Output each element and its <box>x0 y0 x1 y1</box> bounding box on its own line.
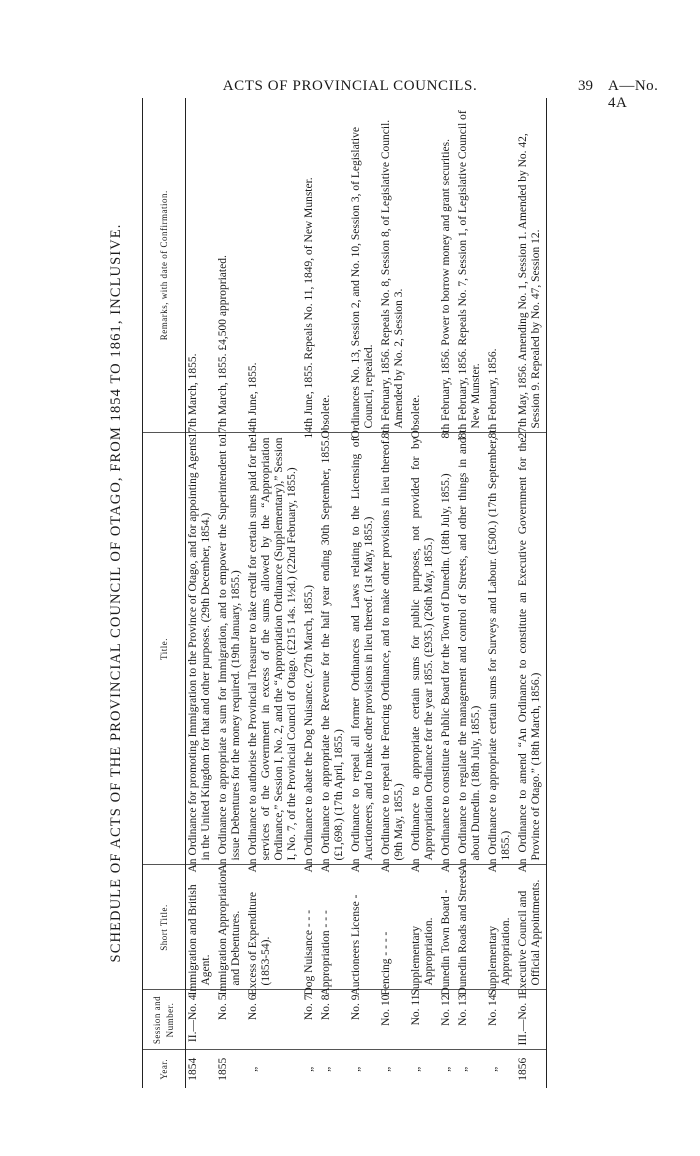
row-session: No. 10 <box>379 990 409 1050</box>
row-short-title: Excess of Expenditure (1853-54). <box>246 865 302 990</box>
row-short-title: Dunedin Town Board - <box>439 865 456 990</box>
header-title: Title. <box>143 433 186 865</box>
table-row <box>349 98 379 1088</box>
row-year: „ <box>380 1066 392 1072</box>
row-short-title: Supplementary Appropriation. <box>409 865 439 990</box>
row-title: An Ordinance to constitute a Public Board for the Town of Dunedin. (18th July, 1855.) <box>439 433 456 865</box>
row-short-title: Dunedin Roads and Streets <box>456 865 486 990</box>
table-row <box>186 98 217 1088</box>
row-title: An Ordinance to amend “An Ordinance to constitute an Executive Government for the Province of Otago.” (18th March, 1856.) <box>516 433 547 865</box>
row-year: „ <box>350 1066 362 1072</box>
header-short-title: Short Title. <box>143 865 186 990</box>
row-year: „ <box>487 1066 499 1072</box>
row-session: II.—No. 4 <box>186 990 217 1050</box>
table-row <box>439 98 456 1088</box>
header-year: Year. <box>143 1050 186 1088</box>
row-session: No. 6 <box>246 990 302 1050</box>
row-title: An Ordinance to abate the Dog Nuisance. (27th March, 1855.) <box>302 433 319 865</box>
row-title: An Ordinance to repeal all former Ordinances and Laws relating to the Licensing of Auctioneers, and to make other provisions in lieu thereof. (1st May, 1855.) <box>349 433 379 865</box>
row-short-title: Immigration Appropriation and Debentures. <box>216 865 246 990</box>
row-remarks: 8th February, 1856. Power to borrow money and grant securities. <box>439 98 456 433</box>
row-remarks: Obsolete. <box>409 98 439 433</box>
row-title: An Ordinance to appropriate certain sums for Surveys and Labour. (£500.) (17th September, 1855.) <box>486 433 516 865</box>
row-short-title: Executive Council and Official Appointments. <box>516 865 547 990</box>
row-remarks: Ordinances No. 13, Session 2, and No. 10, Session 3, of Legislative Council, repealed. <box>349 98 379 433</box>
row-year: „ <box>440 1066 452 1072</box>
table-row <box>216 98 246 1088</box>
table-row <box>379 98 409 1088</box>
table-row <box>516 98 547 1088</box>
table-row <box>319 98 349 1088</box>
row-title: An Ordinance to authorise the Provincial Treasurer to take credit for certain sums paid for the services of the Government in excess of the sums allowed by the “Appropriation Ordinance,” Session I, No. 2, and the “Appropriation Ordinance (Supplementary),” Session I, No. 7, of the Provincial Council of Otago. (£215 14s. 1½d.) (22nd February, 1855.) <box>246 433 302 865</box>
row-remarks: Obsolete. <box>319 98 349 433</box>
row-session: No. 9 <box>349 990 379 1050</box>
row-year: 1854 <box>187 1057 199 1081</box>
row-remarks: 14th June, 1855. <box>246 98 302 433</box>
row-session: III.—No. 1 <box>516 990 547 1050</box>
row-title: An Ordinance to repeal the Fencing Ordinance, and to make other provisions in lieu thereof. (9th May, 1855.) <box>379 433 409 865</box>
row-year: „ <box>247 1066 259 1072</box>
row-year: „ <box>410 1066 422 1072</box>
table-row <box>246 98 302 1088</box>
row-short-title: Dog Nuisance - - - <box>302 865 319 990</box>
row-remarks: 14th June, 1855. Repeals No. 11, 1849, of New Munster. <box>302 98 319 433</box>
row-session: No. 8 <box>319 990 349 1050</box>
row-session: No. 11 <box>409 990 439 1050</box>
header-session: Session and Number. <box>143 990 186 1050</box>
row-remarks: 17th March, 1855. £4,500 appropriated. <box>216 98 246 433</box>
row-session: No. 14 <box>486 990 516 1050</box>
page-number: 39 <box>578 78 593 94</box>
schedule-table <box>142 98 547 1088</box>
row-session: No. 13 <box>456 990 486 1050</box>
row-session: No. 7 <box>302 990 319 1050</box>
row-session: No. 12 <box>439 990 456 1050</box>
row-title: An Ordinance for promoting Immigration to the Province of Otago, and for appointing Agents in the United Kingdom for that and other purposes. (29th December, 1854.) <box>186 433 217 865</box>
table-row <box>456 98 486 1088</box>
table-row <box>486 98 516 1088</box>
row-title: An Ordinance to appropriate certain sums for public purposes, not provided for by Appropriation Ordinance for the year 1855. (£935.) (26th May, 1855.) <box>409 433 439 865</box>
rotated-schedule <box>108 98 568 1088</box>
row-remarks: 8th February, 1856. Repeals No. 8, Session 8, of Legislative Council. Amended by No. 2, Session 3. <box>379 98 409 433</box>
row-short-title: Immigration and British Agent. <box>186 865 217 990</box>
table-row <box>409 98 439 1088</box>
row-year: „ <box>303 1066 315 1072</box>
schedule-title: SCHEDULE OF ACTS OF THE PROVINCIAL COUNCIL OF OTAGO, FROM 1854 TO 1861, INCLUSIVE. <box>108 223 124 963</box>
row-remarks: 17th March, 1855. <box>186 98 217 433</box>
row-short-title: Fencing - - - - <box>379 865 409 990</box>
row-remarks: 8th February, 1856. Repeals No. 7, Session 1, of Legislative Council of New Munster. <box>456 98 486 433</box>
row-short-title: Supplementary Appropriation. <box>486 865 516 990</box>
row-remarks: 8th February, 1856. <box>486 98 516 433</box>
row-year: 1855 <box>217 1057 229 1081</box>
row-year: „ <box>320 1066 332 1072</box>
paper-code: A—No. 4A <box>608 78 659 111</box>
row-session: No. 5 <box>216 990 246 1050</box>
row-year: 1856 <box>516 1050 547 1088</box>
row-short-title: Appropriation - - - <box>319 865 349 990</box>
row-remarks: 27th May, 1856. Amending No. 1, Session 1. Amended by No. 42, Session 9. Repealed by No. 47, Session 12. <box>516 98 547 433</box>
header-row <box>143 98 186 1088</box>
row-title: An Ordinance to regulate the management and control of Streets, and other things in and about Dunedin. (18th July, 1855.) <box>456 433 486 865</box>
row-short-title: Auctioneers License - <box>349 865 379 990</box>
header-remarks: Remarks, with date of Confirmation. <box>143 98 186 433</box>
row-year: „ <box>457 1066 469 1072</box>
table-row <box>302 98 319 1088</box>
running-head-title: ACTS OF PROVINCIAL COUNCILS. <box>222 78 478 94</box>
row-title: An Ordinance to appropriate the Revenue for the half year ending 30th September, 1855. (£1,698.) (17th April, 1855.) <box>319 433 349 865</box>
row-title: An Ordinance to appropriate a sum for Immigration, and to empower the Superintendent to issue Debentures for the money required. (19th January, 1855.) <box>216 433 246 865</box>
